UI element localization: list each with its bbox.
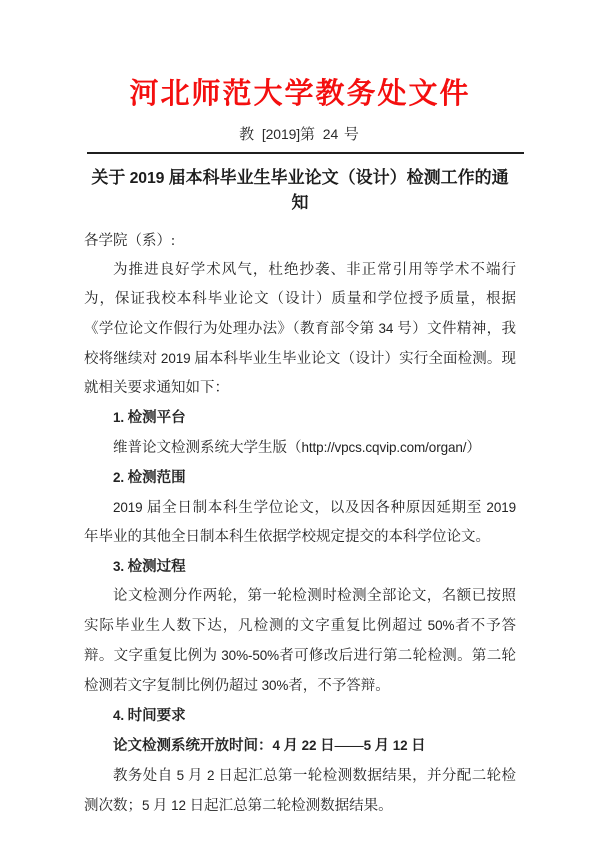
section-4-paragraph: 教务处自 5 月 2 日起汇总第一轮检测数据结果，并分配二轮检测次数；5 月 12 日起汇总第二轮检测数据结果。	[84, 768, 517, 814]
letterhead-title: 河北师范大学教务处文件	[129, 78, 471, 110]
section-1-platform-line: 维普论文检测系统大学生版（http://vpcs.cqvip.com/organ/）	[113, 440, 481, 456]
section-1-heading: 1. 检测平台	[113, 410, 186, 426]
subject-heading: 关于 2019 届本科毕业生毕业论文（设计）检测工作的通知	[91, 168, 509, 212]
section-4-open-time-line: 论文检测系统开放时间：4 月 22 日——5 月 12 日	[113, 738, 426, 754]
salutation: 各学院（系）:	[84, 233, 176, 249]
section-3-paragraph: 论文检测分作两轮，第一轮检测时检测全部论文，名额已按照实际毕业生人数下达，凡检测的文字重复比例超过 50%者不予答辩。文字重复比例为 30%-50%者可修改后进行第二轮检测。第二轮检测若文字复制比例仍超过 30%者，不予答辩。	[84, 588, 517, 694]
document-body	[84, 227, 516, 821]
section-2-paragraph: 2019 届全日制本科生学位论文，以及因各种原因延期至 2019 年毕业的其他全日制本科生依据学校规定提交的本科学位论文。	[84, 500, 516, 545]
header-divider	[87, 152, 524, 154]
intro-paragraph: 为推进良好学术风气，杜绝抄袭、非正常引用等学术不端行为，保证我校本科毕业论文（设计）质量和学位授予质量，根据《学位论文作假行为处理办法》（教育部令第 34 号）文件精神，我校将继续对 2019 届本科毕业生毕业论文（设计）实行全面检测。现就相关要求通知如下：	[84, 262, 517, 396]
section-2-heading: 2. 检测范围	[113, 470, 186, 486]
section-4-heading: 4. 时间要求	[113, 708, 186, 724]
document-number: 教 [2019]第 24 号	[239, 126, 361, 143]
section-3-heading: 3. 检测过程	[113, 559, 186, 575]
